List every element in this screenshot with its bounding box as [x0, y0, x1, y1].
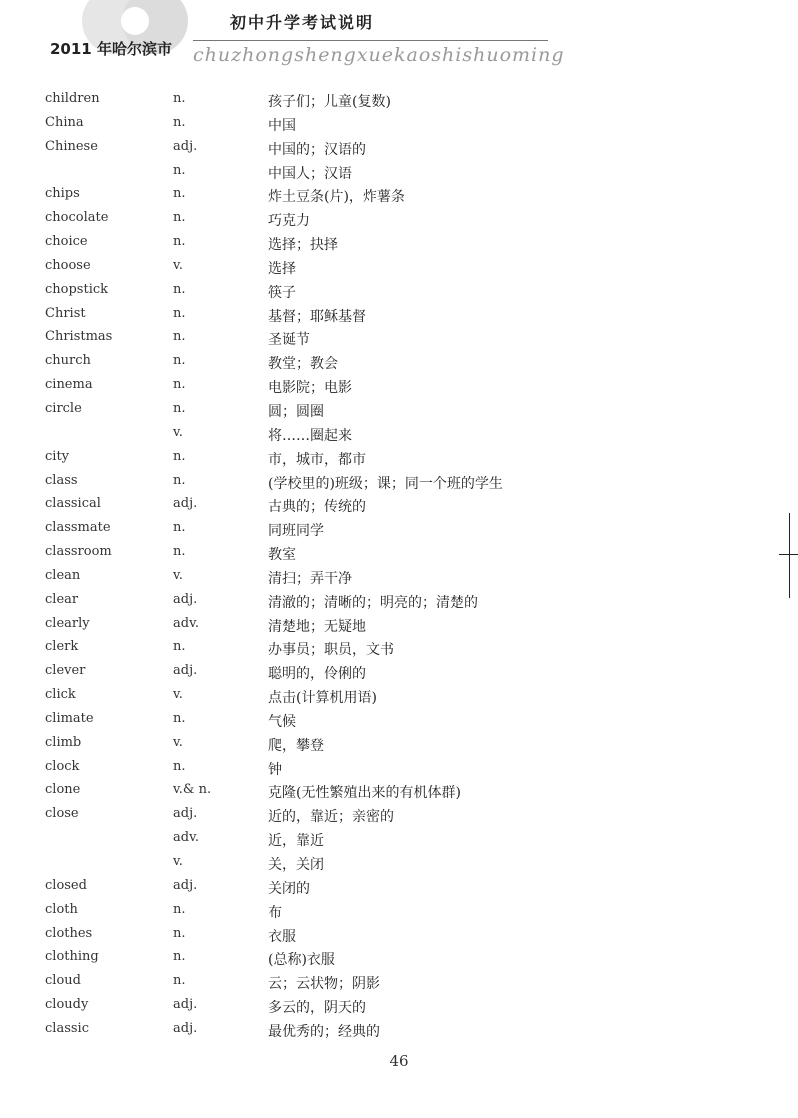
entry-definition: 近，靠近 [268, 833, 324, 850]
entry-definition: 清扫；弄干净 [268, 570, 352, 587]
entry-word: clothing [45, 949, 99, 965]
entry-definition: 炸土豆条(片)，炸薯条 [268, 189, 405, 206]
entry-part-of-speech: n. [173, 305, 186, 321]
entry-definition: 中国的；汉语的 [268, 141, 366, 158]
entry-part-of-speech: n. [173, 210, 186, 226]
crop-mark-vertical [789, 513, 790, 598]
vocab-entry [0, 184, 798, 208]
vocab-entry [0, 304, 798, 328]
entry-definition: 基督；耶稣基督 [268, 308, 366, 325]
entry-word: clever [45, 663, 86, 679]
entry-part-of-speech: n. [173, 472, 186, 488]
entry-word: close [45, 806, 79, 822]
entry-definition: 云；云状物；阴影 [268, 976, 380, 993]
vocab-entry [0, 494, 798, 518]
entry-word: cloudy [45, 997, 89, 1013]
vocab-entry [0, 399, 798, 423]
entry-part-of-speech: n. [173, 186, 186, 202]
entry-definition: 同班同学 [268, 523, 324, 540]
entry-word: Christmas [45, 329, 113, 345]
entry-part-of-speech: n. [173, 973, 186, 989]
vocab-entry [0, 232, 798, 256]
entry-word: climate [45, 710, 94, 726]
crop-mark-horizontal [779, 554, 798, 555]
page-number: 46 [389, 1052, 409, 1070]
entry-part-of-speech: n. [173, 281, 186, 297]
vocab-entry [0, 757, 798, 781]
vocab-entry [0, 637, 798, 661]
vocab-entry [0, 89, 798, 113]
entry-part-of-speech: adj. [173, 877, 198, 893]
entry-word: climb [45, 734, 82, 750]
vocab-entry [0, 709, 798, 733]
vocab-entry [0, 351, 798, 375]
entry-part-of-speech: n. [173, 114, 186, 130]
entry-part-of-speech: v. [173, 854, 183, 869]
entry-word: clear [45, 591, 79, 607]
entry-definition: 教堂；教会 [268, 356, 338, 373]
entry-definition: 中国人；汉语 [268, 165, 352, 182]
entry-definition: 克隆(无性繁殖出来的有机体群) [268, 785, 461, 802]
entry-definition: 教室 [268, 547, 296, 564]
entry-part-of-speech: adj. [173, 496, 198, 512]
header-rule [193, 40, 548, 41]
vocab-entry [0, 828, 798, 852]
entry-word: classmate [45, 520, 111, 536]
vocab-entry [0, 375, 798, 399]
entry-definition: 办事员；职员，文书 [268, 642, 394, 659]
entry-word: city [45, 448, 70, 464]
vocab-entry [0, 208, 798, 232]
entry-definition: 爬，攀登 [268, 737, 324, 754]
vocab-entry [0, 280, 798, 304]
vocab-entry [0, 161, 798, 185]
entry-word: church [45, 353, 91, 369]
vocab-entry [0, 423, 798, 447]
entry-part-of-speech: v. [173, 257, 183, 273]
entry-definition: 关闭的 [268, 880, 310, 897]
entry-word: clone [45, 782, 81, 798]
entry-word: chopstick [45, 281, 109, 297]
vocab-entry [0, 471, 798, 495]
vocab-entry [0, 566, 798, 590]
entry-word: cinema [45, 377, 93, 393]
entry-part-of-speech: n. [173, 949, 186, 965]
vocab-entry [0, 113, 798, 137]
entry-word: click [45, 687, 76, 703]
entry-part-of-speech: n. [173, 234, 186, 250]
entry-word: classic [45, 1020, 89, 1036]
vocab-entry [0, 876, 798, 900]
entry-word: classroom [45, 544, 112, 560]
entry-word: chips [45, 186, 80, 202]
vocab-entry [0, 924, 798, 948]
entry-definition: 多云的，阴天的 [268, 1000, 366, 1017]
entry-word: Christ [45, 305, 86, 321]
entry-part-of-speech: n. [173, 544, 186, 560]
vocab-entry [0, 804, 798, 828]
header-pinyin: chuzhongshengxuekaoshishuoming [193, 44, 565, 66]
vocab-entry [0, 780, 798, 804]
entry-word: clean [45, 567, 81, 583]
entry-part-of-speech: n. [173, 901, 186, 917]
vocabulary-list [0, 89, 798, 1043]
entry-part-of-speech: n. [173, 353, 186, 369]
entry-word: clearly [45, 615, 90, 631]
entry-part-of-speech: n. [173, 925, 186, 941]
entry-word: China [45, 114, 84, 130]
entry-definition: 筷子 [268, 284, 296, 301]
vocab-entry [0, 590, 798, 614]
entry-part-of-speech: v. [173, 687, 183, 703]
vocab-entry [0, 137, 798, 161]
vocab-entry [0, 971, 798, 995]
page-header [0, 0, 798, 85]
entry-word: clothes [45, 925, 93, 941]
entry-part-of-speech: n. [173, 329, 186, 345]
entry-definition: 钟 [268, 761, 282, 778]
entry-word: choice [45, 234, 88, 250]
entry-part-of-speech: adv. [173, 830, 200, 846]
vocab-entry [0, 900, 798, 924]
entry-definition: 气候 [268, 713, 296, 730]
entry-definition: 最优秀的；经典的 [268, 1023, 380, 1040]
entry-part-of-speech: n. [173, 758, 186, 774]
entry-word: chocolate [45, 210, 109, 226]
entry-word: circle [45, 400, 82, 416]
entry-definition: 近的，靠近；亲密的 [268, 809, 394, 826]
vocab-entry [0, 518, 798, 542]
entry-definition: 将……圈起来 [268, 427, 352, 444]
entry-definition: 关，关闭 [268, 857, 324, 873]
entry-part-of-speech: adv. [173, 615, 200, 631]
entry-definition: 圣诞节 [268, 332, 310, 349]
entry-part-of-speech: n. [173, 377, 186, 393]
entry-word: Chinese [45, 138, 98, 154]
vocab-entry [0, 947, 798, 971]
entry-definition: 选择 [268, 260, 296, 277]
entry-part-of-speech: v. [173, 567, 183, 583]
entry-word: classical [45, 496, 101, 512]
entry-definition: 巧克力 [268, 213, 310, 230]
entry-word: closed [45, 877, 87, 893]
entry-word: cloth [45, 901, 78, 917]
vocab-entry [0, 661, 798, 685]
entry-definition: 清澈的；清晰的；明亮的；清楚的 [268, 594, 478, 611]
entry-part-of-speech: adj. [173, 806, 198, 822]
entry-part-of-speech: v. [173, 424, 183, 440]
vocab-entry [0, 1019, 798, 1043]
entry-part-of-speech: adj. [173, 591, 198, 607]
entry-word: choose [45, 257, 91, 273]
entry-definition: 衣服 [268, 928, 296, 945]
entry-part-of-speech: adj. [173, 1020, 198, 1036]
entry-definition: 市，城市，都市 [268, 451, 366, 468]
entry-definition: 点击(计算机用语) [268, 690, 377, 707]
entry-part-of-speech: n. [173, 400, 186, 416]
entry-definition: (学校里的)班级；课；同一个班的学生 [268, 475, 503, 492]
vocab-entry [0, 256, 798, 280]
entry-definition: 古典的；传统的 [268, 499, 366, 516]
entry-part-of-speech: adj. [173, 663, 198, 679]
entry-part-of-speech: n. [173, 520, 186, 536]
entry-definition: 清楚地；无疑地 [268, 618, 366, 635]
entry-part-of-speech: n. [173, 710, 186, 726]
entry-definition: 孩子们；儿童(复数) [268, 94, 391, 110]
vocab-entry [0, 447, 798, 471]
vocab-entry [0, 614, 798, 638]
vocab-entry [0, 995, 798, 1019]
entry-part-of-speech: n. [173, 448, 186, 464]
entry-word: class [45, 472, 78, 488]
entry-definition: 电影院；电影 [268, 380, 352, 397]
entry-definition: 布 [268, 904, 282, 921]
vocab-entry [0, 327, 798, 351]
entry-definition: 聪明的，伶俐的 [268, 666, 366, 683]
entry-part-of-speech: adj. [173, 997, 198, 1013]
entry-part-of-speech: v.& n. [173, 782, 212, 798]
entry-word: children [45, 91, 100, 106]
entry-part-of-speech: adj. [173, 138, 198, 154]
entry-part-of-speech: n. [173, 162, 186, 178]
entry-definition: 中国 [268, 117, 296, 134]
header-year-city: 2011 年哈尔滨市 [50, 40, 172, 58]
entry-word: clerk [45, 639, 79, 655]
header-title: 初中升学考试说明 [230, 13, 375, 32]
entry-part-of-speech: n. [173, 91, 186, 106]
entry-word: cloud [45, 973, 81, 989]
entry-definition: (总称)衣服 [268, 952, 335, 969]
entry-part-of-speech: v. [173, 734, 183, 750]
vocab-entry [0, 852, 798, 876]
vocab-entry [0, 542, 798, 566]
entry-part-of-speech: n. [173, 639, 186, 655]
vocab-entry [0, 685, 798, 709]
entry-definition: 圆；圆圈 [268, 403, 324, 420]
entry-definition: 选择；抉择 [268, 237, 338, 254]
entry-word: clock [45, 758, 80, 774]
vocab-entry [0, 733, 798, 757]
